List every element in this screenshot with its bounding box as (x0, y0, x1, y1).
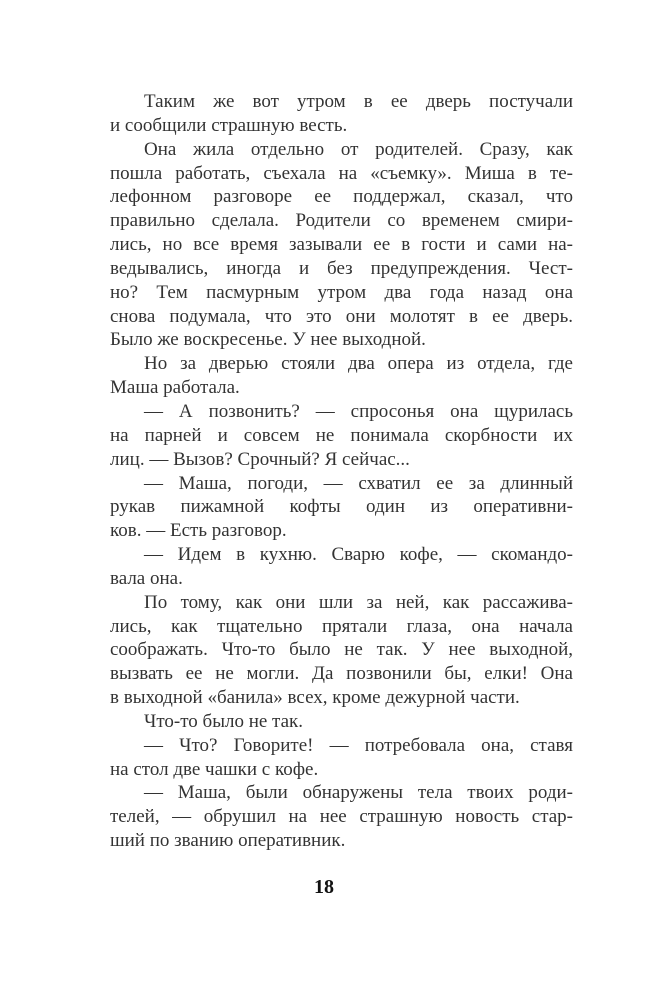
text-line: По тому, как они шли за ней, как рассажива- (144, 591, 573, 613)
text-line: на стол две чашки с кофе. (110, 758, 319, 780)
text-line: соображать. Что-то было не так. У нее выходной, (110, 639, 573, 661)
text-line: — А позвонить? — спросонья она щурилась (144, 400, 573, 422)
text-line: — Маша, погоди, — схватил ее за длинный (144, 472, 573, 494)
text-line: Было же воскресенье. У нее выходной. (110, 329, 426, 351)
text-line: правильно сделала. Родители со временем смири- (110, 210, 573, 232)
text-line: — Маша, были обнаружены тела твоих роди- (144, 782, 573, 804)
text-line: на парней и совсем не понимала скорбности их (110, 424, 573, 446)
text-line: ший по званию оперативник. (110, 830, 346, 852)
text-line: — Идем в кухню. Сварю кофе, — скомандо- (144, 544, 573, 566)
text-line: ведывались, иногда и без предупреждения. Чест- (110, 257, 573, 279)
text-line: Что-то было не так. (144, 710, 303, 732)
text-line: — Что? Говорите! — потребовала она, ставя (144, 734, 573, 756)
text-line: Маша работала. (110, 377, 240, 399)
text-line: лись, но все время зазывали ее в гости и сами на- (110, 234, 573, 256)
text-line: вала она. (110, 567, 183, 589)
text-line: лись, как тщательно прятали глаза, она начала (110, 615, 573, 637)
text-line: Но за дверью стояли два опера из отдела, где (144, 353, 573, 375)
text-line: телей, — обрушил на нее страшную новость стар- (110, 806, 573, 828)
text-line: лефонном разговоре ее поддержал, сказал, что (110, 186, 573, 208)
page-number: 18 (314, 876, 334, 898)
text-line: снова подумала, что это они молотят в ее дверь. (110, 305, 573, 327)
body-text (110, 90, 573, 853)
text-line: в выходной «банила» всех, кроме дежурной части. (110, 687, 520, 709)
text-line: лиц. — Вызов? Срочный? Я сейчас... (110, 448, 410, 470)
text-line: ков. — Есть разговор. (110, 520, 287, 542)
text-line: вызвать ее не могли. Да позвонили бы, елки! Она (110, 663, 573, 685)
text-line: Таким же вот утром в ее дверь постучали (144, 91, 573, 112)
text-line: Она жила отдельно от родителей. Сразу, как (144, 138, 573, 160)
text-line: рукав пижамной кофты один из оперативни- (110, 496, 573, 518)
text-line: и сообщили страшную весть. (110, 114, 348, 136)
text-line: пошла работать, съехала на «съемку». Миша в те- (110, 162, 573, 184)
text-line: но? Тем пасмурным утром два года назад она (110, 281, 573, 303)
